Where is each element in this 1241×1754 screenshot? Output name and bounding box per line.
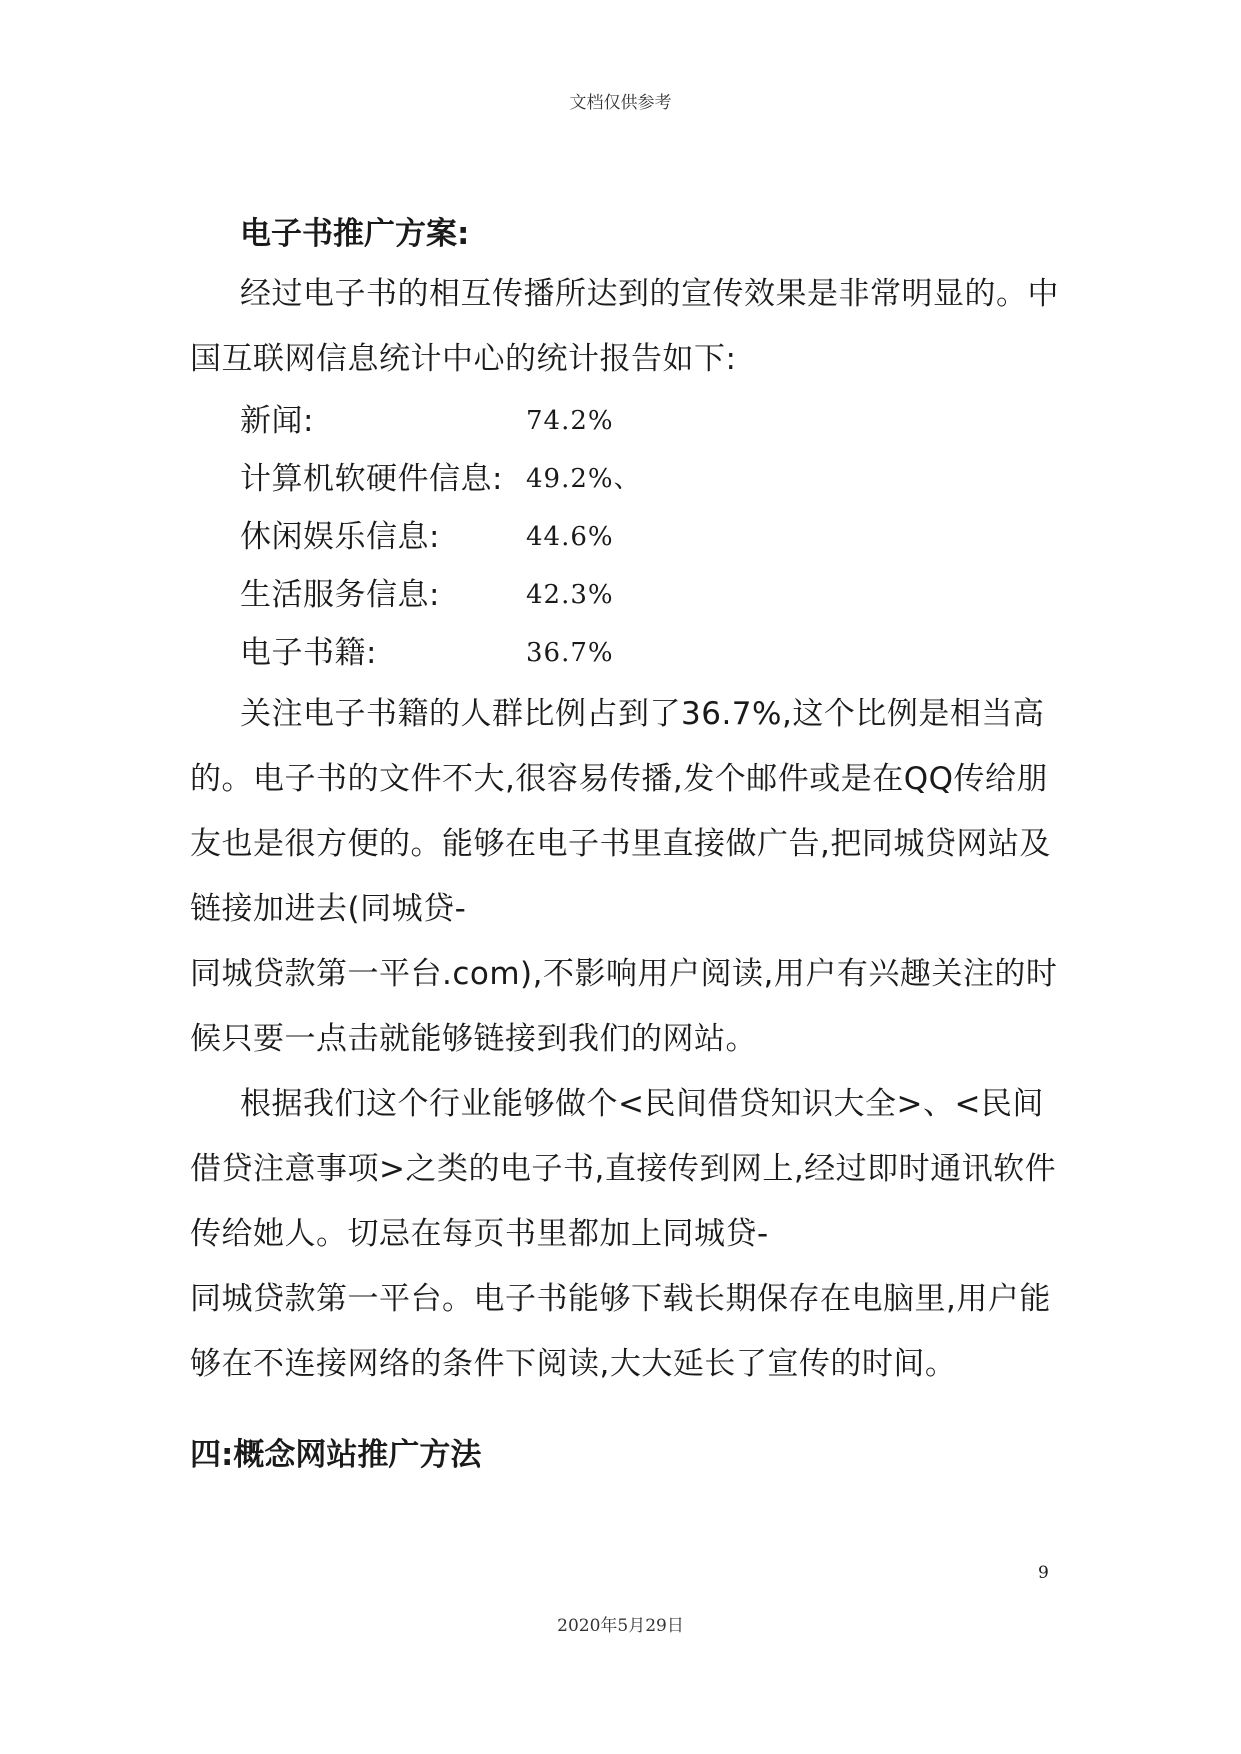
stat-row-entertainment	[190, 508, 1060, 566]
stat-label: 计算机软硬件信息:	[240, 461, 503, 497]
stat-row-ebooks	[190, 624, 1060, 682]
section-spacer	[190, 1397, 1060, 1427]
ebook-storage-paragraph: 同城贷款第一平台。电子书能够下载长期保存在电脑里,用户能够在不连接网络的条件下阅读,大大延长了宣传的时间。	[190, 1281, 1051, 1382]
ebook-industry-paragraph: 根据我们这个行业能够做个<民间借贷知识大全>、<民间借贷注意事项>之类的电子书,直接传到网上,经过即时通讯软件传给她人。切忌在每页书里都加上同城贷-	[190, 1086, 1057, 1252]
stat-label: 休闲娱乐信息:	[240, 519, 440, 555]
stat-value: 42.3%	[526, 580, 614, 610]
page-header: 文档仅供参考	[569, 93, 672, 113]
stat-label: 新闻:	[240, 403, 314, 439]
stat-row-life-services	[190, 566, 1060, 624]
stat-value: 74.2%	[526, 406, 614, 436]
page-footer-date: 2020年5月29日	[557, 1616, 684, 1636]
ebook-link-paragraph: 同城贷款第一平台.com),不影响用户阅读,用户有兴趣关注的时候只要一点击就能够链接到我们的网站。	[190, 956, 1058, 1057]
statistics-list	[190, 392, 1060, 682]
stat-label: 电子书籍:	[240, 635, 377, 671]
section-title: 电子书推广方案:	[240, 216, 470, 252]
stat-row-computer-info	[190, 450, 1060, 508]
document-body	[190, 206, 1060, 1483]
intro-paragraph: 经过电子书的相互传播所达到的宣传效果是非常明显的。中国互联网信息统计中心的统计报告如下:	[190, 276, 1059, 377]
section-four-title: 四:概念网站推广方法	[190, 1437, 482, 1473]
stat-row-news	[190, 392, 1060, 450]
stat-label: 生活服务信息:	[240, 577, 440, 613]
stat-value: 44.6%	[526, 522, 614, 552]
stat-value: 36.7%	[526, 638, 614, 668]
page-number: 9	[1038, 1563, 1049, 1583]
stat-value: 49.2%、	[526, 464, 641, 494]
ebook-ratio-paragraph: 关注电子书籍的人群比例占到了36.7%,这个比例是相当高的。电子书的文件不大,很容易传播,发个邮件或是在QQ传给朋友也是很方便的。能够在电子书里直接做广告,把同城贷网站及链接加进去(同城贷-	[190, 696, 1051, 927]
